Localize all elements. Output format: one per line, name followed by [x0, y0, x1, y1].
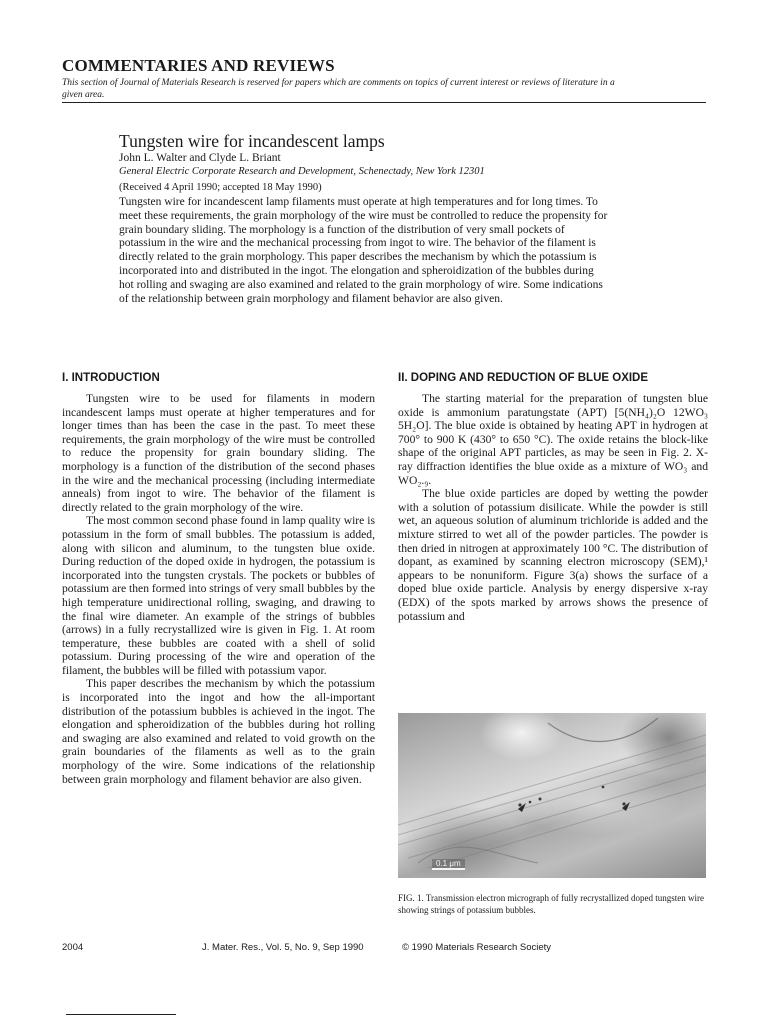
left-column [62, 392, 375, 786]
paper-title: Tungsten wire for incandescent lamps [119, 131, 385, 151]
figure-label: FIG. 1. [398, 893, 424, 903]
doping-paragraph-1: The starting material for the preparation of tungsten blue oxide is ammonium paratungstate (APT) [5(NH₄)₂O 12WO₃ 5H₂O]. The blue oxide is obtained by heating APT in hydrogen at 700° to 900 K (430° to 650 °C). The oxide retains the block-like shape of the original APT particles, as may be seen in Fig. 2. X-ray diffraction identifies the blue oxide as a mixture of WO₃ and WO₂.₉. [398, 392, 708, 487]
intro-paragraph-1: Tungsten wire to be used for filaments in modern incandescent lamps must operate at higher temperatures and for longer times than has been the case in the past. To meet these requirements, the grain morphology of the wire must be controlled to reduce the propensity for grain boundary sliding. The morphology is a function of the distribution of the second phases in the wire and the mechanical processing (including intermediate anneals) from ingot to wire. The behavior of the filament is directly related to the grain morphology of the wire. [62, 392, 375, 514]
tem-micrograph [398, 713, 706, 878]
section-description: This section of Journal of Materials Research is reserved for papers which are comments on topics of current interest or reviews of literature in a given area. [62, 78, 615, 100]
doping-heading: II. DOPING AND REDUCTION OF BLUE OXIDE [398, 372, 649, 384]
micrograph-texture [398, 713, 706, 878]
affiliation: General Electric Corporate Research and Development, Schenectady, New York 12301 [119, 166, 485, 177]
arrow-markers [518, 802, 630, 812]
footnote-rule [66, 1014, 176, 1015]
abstract: Tungsten wire for incandescent lamp filaments must operate at high temperatures and for long times. To meet these requirements, the grain morphology of the wire must be controlled to reduce the propensity for grain boundary sliding. The morphology is a function of the distribution of very small pockets of potassium in the wire and the mechanical processing from ingot to wire. The behavior of the filament is directly related to the grain morphology. This paper describes the mechanism by which the potassium is incorporated into and distributed in the ingot. The elongation and spheroidization of the bubbles during hot rolling and swaging are also examined and related to the grain morphology of wire. Some indications of the relationship between grain morphology and filament behavior are also given. [119, 196, 608, 305]
page-number: 2004 [62, 942, 84, 953]
scale-bar: 0.1 μm [432, 859, 465, 870]
right-column [398, 392, 708, 623]
copyright: © 1990 Materials Research Society [402, 942, 552, 953]
intro-paragraph-3: This paper describes the mechanism by which the potassium is incorporated into the ingot and how the all-important distribution of the potassium bubbles is achieved in the ingot. The elongation and spheroidization of the bubbles during hot rolling and swaging are also examined and related to void growth on the grain boundaries of the filaments as well as to the grain morphology of the wire. Some indications of the relationship between grain morphology and filament behavior are also given. [62, 677, 375, 786]
header-divider [62, 102, 706, 103]
received-dates: (Received 4 April 1990; accepted 18 May 1990) [119, 182, 322, 193]
authors: John L. Walter and Clyde L. Briant [119, 152, 281, 164]
journal-citation: J. Mater. Res., Vol. 5, No. 9, Sep 1990 [202, 942, 364, 953]
figure-caption-text: Transmission electron micrograph of fully recrystallized doped tungsten wire showing strings of potassium bubbles. [398, 893, 704, 915]
section-title: COMMENTARIES AND REVIEWS [62, 56, 335, 75]
intro-heading: I. INTRODUCTION [62, 372, 160, 384]
doping-paragraph-2: The blue oxide particles are doped by wetting the powder with a solution of potassium disilicate. While the powder is still wet, an aqueous solution of aluminum trichloride is added and the mixture stirred to wet all of the powder particles. The powder is then dried in nitrogen at approximately 100 °C. The distribution of dopant, as examined by scanning electron microscopy (SEM),¹ appears to be nonuniform. Figure 3(a) shows the surface of a doped blue oxide particle. Analysis by energy dispersive x-ray (EDX) of the spots marked by arrows shows the presence of potassium and [398, 487, 708, 623]
intro-paragraph-2: The most common second phase found in lamp quality wire is potassium in the form of small bubbles. The potassium is added, along with silicon and aluminum, to the tungsten blue oxide. During reduction of the doped oxide in hydrogen, the potassium is incorporated into the tungsten crystals. The pockets or bubbles of potassium are then formed into strings of very small bubbles by the high temperature unidirectional rolling, swaging, and drawing to the final wire diameter. An example of the strings of bubbles (arrows) in a fully recrystallized wire is given in Fig. 1. At room temperature, these bubbles are coated with a shell of solid potassium. During processing of the wire and operation of the filament, the bubbles will be filled with potassium vapor. [62, 514, 375, 677]
figure-caption [398, 893, 708, 916]
bubble-string [518, 786, 625, 807]
